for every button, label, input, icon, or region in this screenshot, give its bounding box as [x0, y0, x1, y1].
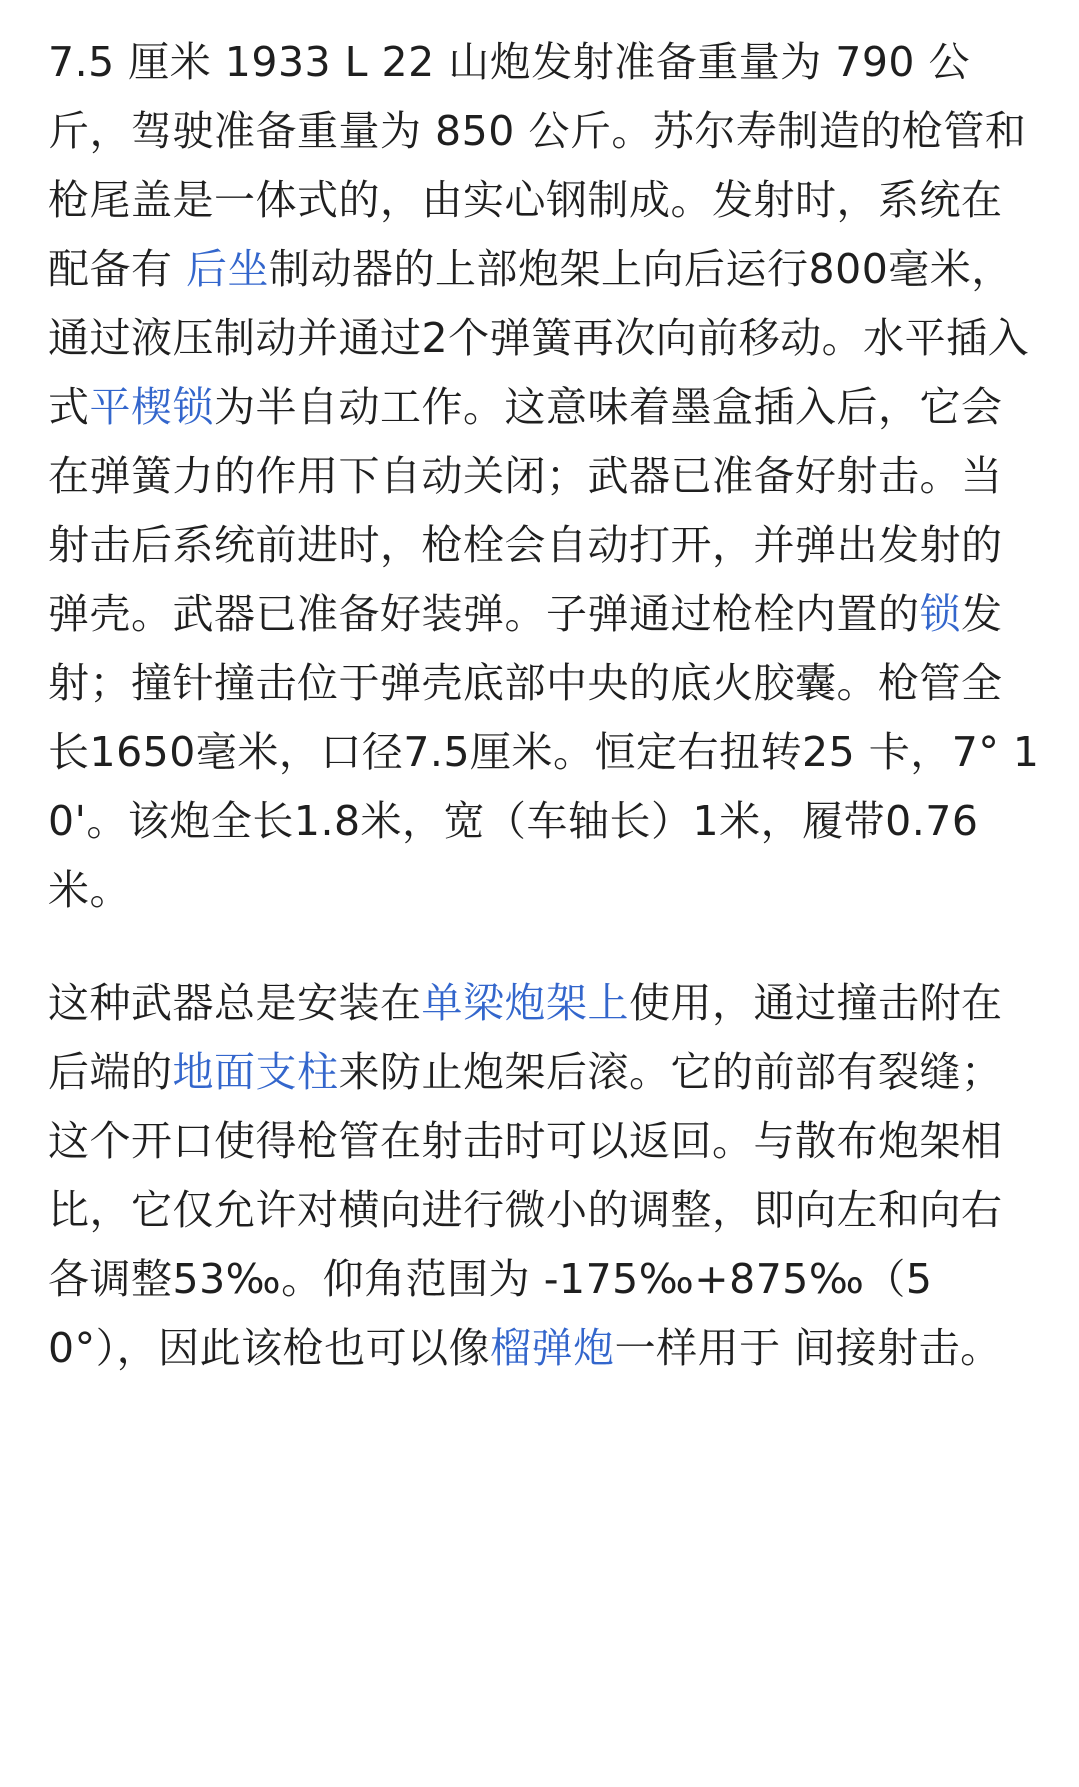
- link-recoil[interactable]: 后坐: [186, 245, 270, 293]
- text-segment: 7.5 厘米 1933 L 22 山炮发射准备重量为 790 公斤，驾驶准备重量为 850 公斤。苏尔寿制造的枪管和枪尾盖是一体式的，由实心钢制成。发射时，系统在配备有: [48, 38, 1027, 293]
- text-segment: 这种武器总是安装在: [48, 979, 422, 1027]
- text-segment: 使用，通过撞击附在后端的: [48, 979, 1003, 1096]
- text-segment: 发射；撞针撞击位于弹壳底部中央的底火胶囊。枪管全长1650毫米，口径7.5厘米。恒定右扭转25 卡，7° 10'。该炮全长1.8米，宽（车轴长）1米，履带0.76米。: [48, 590, 1040, 914]
- paragraph-2: [48, 969, 1040, 1383]
- link-howitzer[interactable]: 榴弹炮: [490, 1324, 615, 1372]
- link-ground-spade[interactable]: 地面支柱: [172, 1048, 339, 1096]
- text-segment: 制动器的上部炮架上向后运行800毫米，通过液压制动并通过2个弹簧再次向前移动。水平插入式: [48, 245, 1030, 431]
- link-lock[interactable]: 锁: [919, 590, 961, 638]
- article-body: [48, 28, 1040, 1383]
- text-segment: 为半自动工作。这意味着墨盒插入后，它会在弹簧力的作用下自动关闭；武器已准备好射击。当射击后系统前进时，枪栓会自动打开，并弹出发射的弹壳。武器已准备好装弹。子弹通过枪栓内置的: [48, 383, 1003, 638]
- paragraph-1: [48, 28, 1040, 925]
- link-sliding-wedge-breech[interactable]: 平楔锁: [89, 383, 214, 431]
- text-segment: 来防止炮架后滚。它的前部有裂缝；这个开口使得枪管在射击时可以返回。与散布炮架相比，它仅允许对横向进行微小的调整，即向左和向右各调整53‰。仰角范围为 -175‰+875‰（50°），因此该枪也可以像: [48, 1048, 1003, 1372]
- link-box-trail-carriage[interactable]: 单梁炮架上: [421, 979, 629, 1027]
- text-segment: 一样用于 间接射击。: [614, 1324, 1002, 1372]
